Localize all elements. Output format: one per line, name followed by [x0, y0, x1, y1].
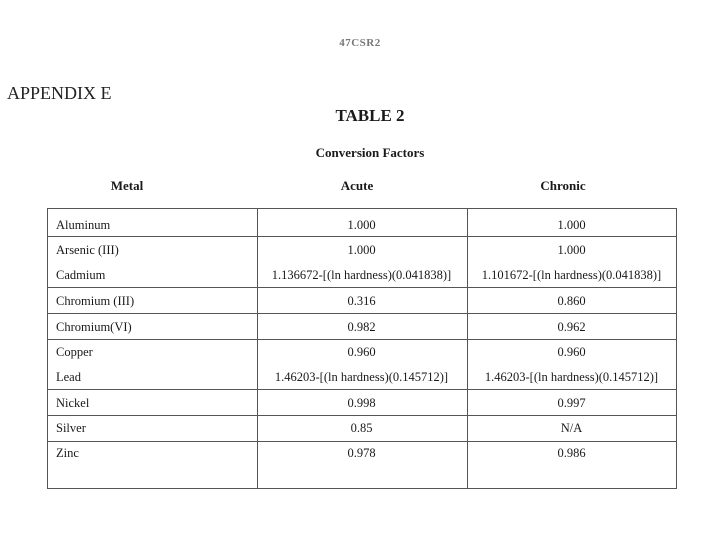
table-row-acute: 1.000 — [347, 218, 376, 232]
row-divider — [48, 339, 676, 340]
table-row-acute: 1.000 — [347, 243, 376, 257]
row-divider — [48, 441, 676, 442]
column-header-metal: Metal — [110, 178, 144, 193]
table-row-acute: 0.85 — [350, 421, 373, 435]
table-row-acute: 0.978 — [347, 446, 376, 460]
table-row-acute: 0.960 — [347, 345, 376, 359]
table-row-acute: 1.136672-[(ln hardness)(0.041838)] — [271, 268, 452, 282]
table-row-chronic: 1.000 — [557, 218, 586, 232]
table-row-chronic: 1.46203-[(ln hardness)(0.145712)] — [484, 370, 659, 384]
row-divider — [48, 287, 676, 288]
table-row-metal: Zinc — [56, 446, 79, 460]
table-row-metal: Cadmium — [56, 268, 106, 282]
row-divider — [48, 236, 676, 237]
table-row-acute: 0.316 — [347, 294, 376, 308]
table-row-acute: 1.46203-[(ln hardness)(0.145712)] — [274, 370, 449, 384]
table-row-metal: Aluminum — [56, 218, 111, 232]
table-row-chronic: 1.000 — [557, 243, 586, 257]
table-row-acute: 0.998 — [347, 396, 376, 410]
table-row-metal: Copper — [56, 345, 93, 359]
table-subtitle: Conversion Factors — [315, 145, 425, 160]
table-row-metal: Chromium(VI) — [56, 320, 132, 334]
table-row-chronic: N/A — [560, 421, 583, 435]
row-divider — [48, 313, 676, 314]
appendix-label: APPENDIX E — [7, 83, 112, 103]
table-row-chronic: 0.962 — [557, 320, 586, 334]
table-row-metal: Chromium (III) — [56, 294, 135, 308]
table-row-chronic: 1.101672-[(ln hardness)(0.041838)] — [481, 268, 662, 282]
table-row-metal: Nickel — [56, 396, 90, 410]
table-row-chronic: 0.960 — [557, 345, 586, 359]
row-divider — [48, 415, 676, 416]
page-header-code: 47CSR2 — [339, 37, 381, 49]
column-header-acute: Acute — [340, 178, 374, 193]
table-row-acute: 0.982 — [347, 320, 376, 334]
table-row-chronic: 0.986 — [557, 446, 586, 460]
table-title: TABLE 2 — [335, 106, 405, 125]
table-row-metal: Arsenic (III) — [56, 243, 119, 257]
row-divider — [48, 389, 676, 390]
table-row-chronic: 0.860 — [557, 294, 586, 308]
conversion-factors-table — [47, 208, 677, 489]
column-header-chronic: Chronic — [540, 178, 586, 193]
table-row-metal: Silver — [56, 421, 86, 435]
table-row-metal: Lead — [56, 370, 81, 384]
table-row-chronic: 0.997 — [557, 396, 586, 410]
